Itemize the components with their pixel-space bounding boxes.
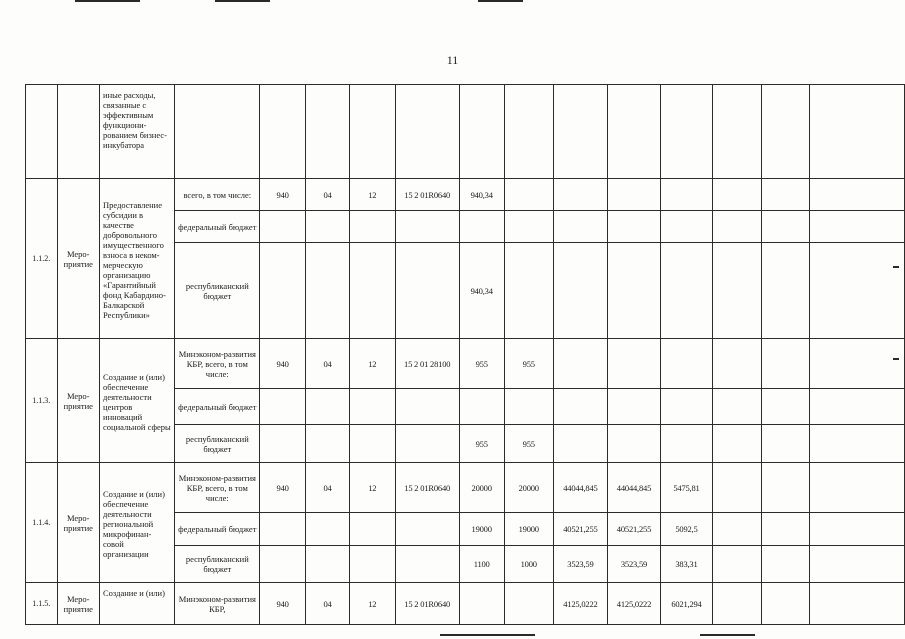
empty-cell xyxy=(712,85,761,179)
budget-code-csr xyxy=(395,513,459,546)
amount-cell xyxy=(712,179,761,211)
budget-code-pr: 12 xyxy=(349,583,395,625)
amount-cell xyxy=(761,211,809,243)
amount-cell xyxy=(809,546,904,583)
item-type xyxy=(57,85,100,179)
budget-code-rz xyxy=(306,546,350,583)
funding-source: всего, в том числе: xyxy=(175,179,260,211)
amount-cell: 955 xyxy=(504,339,553,389)
amount-cell: 1100 xyxy=(459,546,504,583)
budget-code-csr xyxy=(395,389,459,425)
scan-artifact-bottom-right xyxy=(700,634,755,636)
amount-cell xyxy=(809,463,904,513)
budget-code-pr: 12 xyxy=(349,339,395,389)
amount-cell xyxy=(712,211,761,243)
amount-cell xyxy=(809,211,904,243)
budget-code-grbs xyxy=(260,546,306,583)
amount-cell xyxy=(809,583,904,625)
amount-cell: 383,31 xyxy=(661,546,713,583)
amount-cell: 4125,0222 xyxy=(607,583,660,625)
amount-cell xyxy=(607,243,660,339)
amount-cell xyxy=(712,546,761,583)
amount-cell xyxy=(553,389,607,425)
scan-artifact-top-right xyxy=(478,0,523,2)
item-name: Создание и (или) обеспечение деятельности центров инноваций социальной сферы xyxy=(100,339,175,463)
budget-code-grbs xyxy=(260,211,306,243)
item-number: 1.1.2. xyxy=(26,179,58,339)
amount-cell: 940,34 xyxy=(459,179,504,211)
amount-cell: 955 xyxy=(459,425,504,463)
amount-cell xyxy=(761,583,809,625)
budget-code-pr xyxy=(349,546,395,583)
amount-cell: 40521,255 xyxy=(553,513,607,546)
budget-code-rz xyxy=(306,243,350,339)
amount-cell xyxy=(553,425,607,463)
budget-code-pr xyxy=(349,243,395,339)
amount-cell xyxy=(661,389,713,425)
budget-code-csr xyxy=(395,211,459,243)
empty-cell xyxy=(395,85,459,179)
item-number xyxy=(26,85,58,179)
amount-cell: 1000 xyxy=(504,546,553,583)
budget-code-pr xyxy=(349,425,395,463)
item-number: 1.1.5. xyxy=(26,583,58,625)
item-type: Меро-приятие xyxy=(57,583,100,625)
amount-cell: 5475,81 xyxy=(661,463,713,513)
scan-artifact-bottom-line xyxy=(440,634,535,636)
amount-cell xyxy=(661,179,713,211)
amount-cell xyxy=(761,513,809,546)
table-row xyxy=(26,85,905,179)
page-number: 11 xyxy=(446,53,459,67)
table-row xyxy=(26,463,905,513)
amount-cell xyxy=(809,513,904,546)
amount-cell xyxy=(607,339,660,389)
budget-code-csr xyxy=(395,425,459,463)
budget-code-rz: 04 xyxy=(306,583,350,625)
budget-code-pr xyxy=(349,513,395,546)
amount-cell xyxy=(661,243,713,339)
amount-cell xyxy=(504,389,553,425)
item-type: Меро-приятие xyxy=(57,339,100,463)
funding-source: республиканский бюджет xyxy=(175,425,260,463)
scan-artifact-top-left xyxy=(75,0,140,2)
funding-source: Минэконом-развития КБР, всего, в том числе: xyxy=(175,339,260,389)
amount-cell xyxy=(712,339,761,389)
scan-artifact-top-center xyxy=(215,0,270,2)
amount-cell: 44044,845 xyxy=(553,463,607,513)
amount-cell xyxy=(553,339,607,389)
amount-cell xyxy=(809,179,904,211)
empty-cell xyxy=(504,85,553,179)
budget-code-pr xyxy=(349,211,395,243)
budget-code-rz: 04 xyxy=(306,179,350,211)
amount-cell xyxy=(809,243,904,339)
empty-cell xyxy=(553,85,607,179)
amount-cell: 19000 xyxy=(459,513,504,546)
budget-code-grbs: 940 xyxy=(260,179,306,211)
amount-cell: 940,34 xyxy=(459,243,504,339)
amount-cell: 5092,5 xyxy=(661,513,713,546)
budget-code-grbs: 940 xyxy=(260,583,306,625)
funding-source: федеральный бюджет xyxy=(175,211,260,243)
table-row xyxy=(26,583,905,625)
item-name: Создание и (или) обеспечение деятельности региональной микрофинан-совой организации xyxy=(100,463,175,583)
amount-cell xyxy=(459,211,504,243)
empty-cell xyxy=(175,85,260,179)
amount-cell xyxy=(712,583,761,625)
item-number: 1.1.3. xyxy=(26,339,58,463)
budget-code-grbs: 940 xyxy=(260,463,306,513)
amount-cell xyxy=(761,425,809,463)
amount-cell xyxy=(809,425,904,463)
amount-cell: 955 xyxy=(459,339,504,389)
budget-code-rz xyxy=(306,211,350,243)
budget-code-csr: 15 2 01 28100 xyxy=(395,339,459,389)
empty-cell xyxy=(607,85,660,179)
funding-source: Минэконом-развития КБР, xyxy=(175,583,260,625)
amount-cell: 3523,59 xyxy=(553,546,607,583)
amount-cell xyxy=(809,339,904,389)
amount-cell xyxy=(661,211,713,243)
table-row xyxy=(26,339,905,389)
amount-cell xyxy=(553,211,607,243)
empty-cell xyxy=(761,85,809,179)
budget-code-csr: 15 2 01R0640 xyxy=(395,583,459,625)
budget-code-rz xyxy=(306,389,350,425)
empty-cell xyxy=(349,85,395,179)
amount-cell xyxy=(607,425,660,463)
amount-cell xyxy=(459,389,504,425)
budget-code-pr: 12 xyxy=(349,463,395,513)
amount-cell xyxy=(553,243,607,339)
amount-cell xyxy=(761,463,809,513)
empty-cell xyxy=(809,85,904,179)
amount-cell xyxy=(607,211,660,243)
amount-cell xyxy=(504,243,553,339)
funding-source: федеральный бюджет xyxy=(175,513,260,546)
budget-code-grbs xyxy=(260,389,306,425)
amount-cell xyxy=(761,243,809,339)
amount-cell xyxy=(504,583,553,625)
budget-code-rz: 04 xyxy=(306,339,350,389)
budget-code-grbs: 940 xyxy=(260,339,306,389)
funding-source: республиканский бюджет xyxy=(175,243,260,339)
amount-cell: 40521,255 xyxy=(607,513,660,546)
amount-cell: 3523,59 xyxy=(607,546,660,583)
amount-cell xyxy=(712,243,761,339)
funding-source: федеральный бюджет xyxy=(175,389,260,425)
budget-code-grbs xyxy=(260,513,306,546)
empty-cell xyxy=(661,85,713,179)
item-type: Меро-приятие xyxy=(57,179,100,339)
empty-cell xyxy=(459,85,504,179)
funding-source: Минэконом-развития КБР, всего, в том числе: xyxy=(175,463,260,513)
amount-cell: 4125,0222 xyxy=(553,583,607,625)
amount-cell xyxy=(504,211,553,243)
budget-code-rz: 04 xyxy=(306,463,350,513)
amount-cell xyxy=(459,583,504,625)
item-name: Создание и (или) xyxy=(100,583,175,625)
amount-cell xyxy=(761,179,809,211)
budget-code-rz xyxy=(306,513,350,546)
budget-code-grbs xyxy=(260,243,306,339)
amount-cell: 19000 xyxy=(504,513,553,546)
budget-code-rz xyxy=(306,425,350,463)
budget-code-csr xyxy=(395,243,459,339)
amount-cell xyxy=(761,339,809,389)
budget-code-grbs xyxy=(260,425,306,463)
budget-code-csr xyxy=(395,546,459,583)
amount-cell xyxy=(607,179,660,211)
item-name: иные расходы, связанные с эффективным функциони-рованием бизнес-инкубатора xyxy=(100,85,175,179)
empty-cell xyxy=(306,85,350,179)
amount-cell: 955 xyxy=(504,425,553,463)
budget-code-pr: 12 xyxy=(349,179,395,211)
amount-cell xyxy=(504,179,553,211)
amount-cell xyxy=(607,389,660,425)
amount-cell xyxy=(761,389,809,425)
amount-cell: 44044,845 xyxy=(607,463,660,513)
amount-cell: 6021,294 xyxy=(661,583,713,625)
amount-cell xyxy=(712,425,761,463)
amount-cell xyxy=(809,389,904,425)
amount-cell xyxy=(712,513,761,546)
item-number: 1.1.4. xyxy=(26,463,58,583)
table-row xyxy=(26,179,905,211)
budget-code-pr xyxy=(349,389,395,425)
budget-code-csr: 15 2 01R0640 xyxy=(395,463,459,513)
amount-cell xyxy=(661,425,713,463)
amount-cell xyxy=(712,463,761,513)
item-name: Предоставление субсидии в качестве добровольного имущественного взноса в неком-мерческую организацию «Гарантийный фонд Кабардино-Балкарской Республики» xyxy=(100,179,175,339)
amount-cell: 20000 xyxy=(504,463,553,513)
amount-cell: 20000 xyxy=(459,463,504,513)
item-type: Меро-приятие xyxy=(57,463,100,583)
amount-cell xyxy=(661,339,713,389)
amount-cell xyxy=(553,179,607,211)
budget-table xyxy=(25,84,905,625)
empty-cell xyxy=(260,85,306,179)
amount-cell xyxy=(761,546,809,583)
funding-source: республиканский бюджет xyxy=(175,546,260,583)
budget-code-csr: 15 2 01R0640 xyxy=(395,179,459,211)
amount-cell xyxy=(712,389,761,425)
